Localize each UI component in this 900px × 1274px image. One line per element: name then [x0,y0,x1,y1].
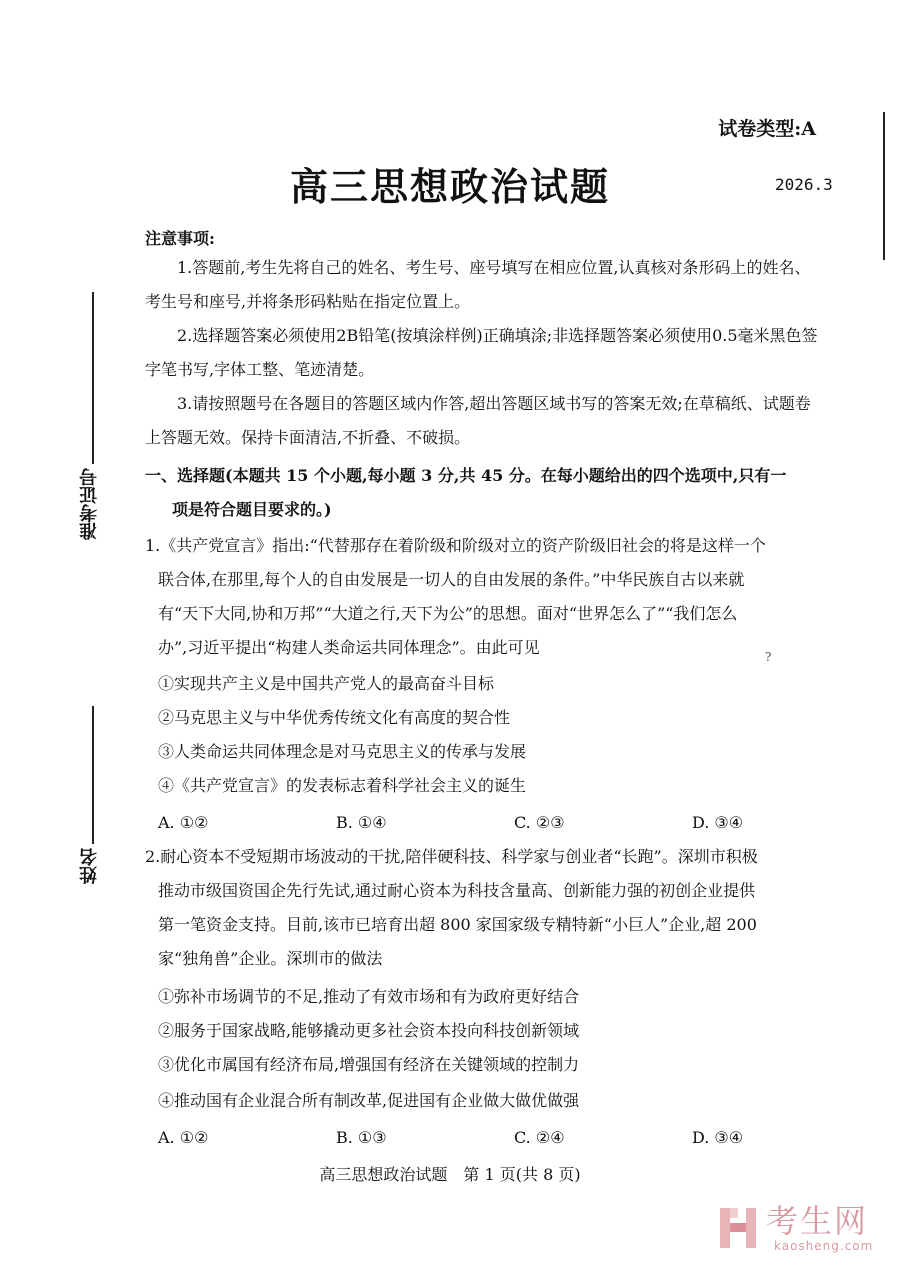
q2-statement: ②服务于国家战略,能够撬动更多社会资本投向科技创新领域 [158,1021,580,1040]
stray-mark: ? [765,650,772,664]
q1-statement: ④《共产党宣言》的发表标志着科学社会主义的诞生 [158,776,527,795]
notice-item-2: 2.选择题答案必须使用2B铅笔(按填涂样例)正确填涂;非选择题答案必须使用0.5毫米黑色签字笔书写,字体工整、笔迹清楚。 [145,326,818,379]
section-heading: 一、选择题(本题共 15 个小题,每小题 3 分,共 45 分。在每小题给出的四个选项中,只有一 [145,466,787,485]
name-line [92,706,94,844]
q2-statement: ④推动国有企业混合所有制改革,促进国有企业做大做优做强 [158,1091,580,1110]
q2-stem-line: 推动市级国资国企先行先试,通过耐心资本为科技含量高、创新能力强的初创企业提供 [158,881,756,900]
page-title: 高三思想政治试题 [289,164,610,209]
q1-stem-line: 联合体,在那里,每个人的自由发展是一切人的自由发展的条件。”中华民族自古以来就 [158,570,745,589]
page-footer: 高三思想政治试题 第 1 页(共 8 页) [319,1165,581,1184]
q2-option-b[interactable]: B. ①③ [336,1128,387,1147]
exam-no-line [92,292,94,464]
q2-option-d[interactable]: D. ③④ [692,1128,744,1147]
logo-text-en: kaosheng.com [774,1239,874,1253]
q2-option-a[interactable]: A. ①② [158,1128,209,1147]
logo-text-cn: 考生网 [766,1202,869,1240]
exam-no-label: 准考证号 [79,468,100,540]
q1-option-d[interactable]: D. ③④ [692,813,744,832]
q2-stem-line: 家“独角兽”企业。深圳市的做法 [158,949,383,968]
paper-type: 试卷类型:A [718,118,816,140]
q1-statement: ①实现共产主义是中国共产党人的最高奋斗目标 [158,674,495,693]
kaosheng-logo-icon [718,1206,758,1250]
notice-heading: 注意事项: [145,229,215,248]
notice-item-3: 3.请按照题号在各题目的答题区域内作答,超出答题区域书写的答案无效;在草稿纸、试题卷上答题无效。保持卡面清洁,不折叠、不破损。 [145,394,811,447]
q2-stem-line: 第一笔资金支持。目前,该市已培育出超 800 家国家级专精特新“小巨人”企业,超 200 [158,915,757,934]
q1-options [158,813,870,832]
q1-option-a[interactable]: A. ①② [158,813,209,832]
q1-statement: ③人类命运共同体理念是对马克思主义的传承与发展 [158,742,527,761]
q1-stem-line: 办”,习近平提出“构建人类命运共同体理念”。由此可见 [158,638,540,657]
name-label: 姓名 [79,848,100,884]
exam-date: 2026.3 [775,175,833,194]
watermark-logo [718,1203,873,1253]
q1-stem-line: 有“天下大同,协和万邦”“大道之行,天下为公”的思想。面对“世界怎么了”“我们怎么 [158,604,738,623]
q2-statement: ①弥补市场调节的不足,推动了有效市场和有为政府更好结合 [158,987,580,1006]
q2-option-c[interactable]: C. ②④ [514,1128,565,1147]
q1-option-c[interactable]: C. ②③ [514,813,565,832]
q1-statement: ②马克思主义与中华优秀传统文化有高度的契合性 [158,708,511,727]
q2-statement: ③优化市属国有经济布局,增强国有经济在关键领域的控制力 [158,1055,580,1074]
section-heading-cont: 项是符合题目要求的。) [172,500,332,519]
q1-option-b[interactable]: B. ①④ [336,813,387,832]
q2-options [158,1128,870,1147]
q2-stem-line: 2.耐心资本不受短期市场波动的干扰,陪伴硬科技、科学家与创业者“长跑”。深圳市积极 [145,847,758,866]
notice-item-1: 1.答题前,考生先将自己的姓名、考生号、座号填写在相应位置,认真核对条形码上的姓名、考生号和座号,并将条形码粘贴在指定位置上。 [145,258,811,311]
q1-stem-line: 1.《共产党宣言》指出:“代替那存在着阶级和阶级对立的资产阶级旧社会的将是这样一个 [145,536,766,555]
